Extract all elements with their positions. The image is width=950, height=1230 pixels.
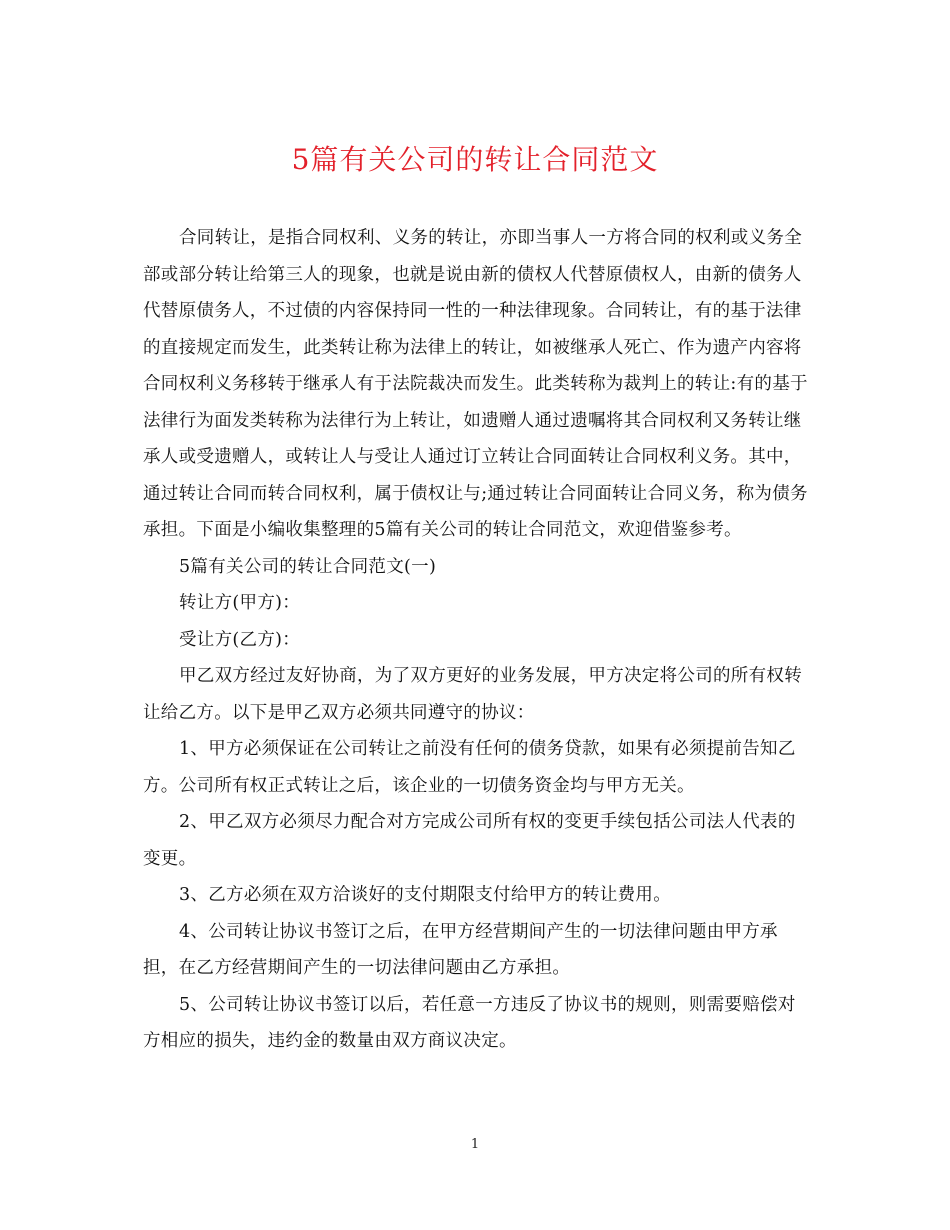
paragraph-clause-2: 2、甲乙双方必须尽力配合对方完成公司所有权的变更手续包括公司法人代表的变更。 xyxy=(143,812,796,869)
document-title: 5篇有关公司的转让合同范文 xyxy=(291,143,659,176)
document-body xyxy=(143,220,811,1060)
paragraph-clause-3: 3、乙方必须在双方洽谈好的支付期限支付给甲方的转让费用。 xyxy=(179,885,672,905)
paragraph-section-heading: 5篇有关公司的转让合同范文(一) xyxy=(179,556,437,577)
paragraph-transferee: 受让方(乙方)： xyxy=(179,629,301,650)
paragraph-clause-1: 1、甲方必须保证在公司转让之前没有任何的债务贷款，如果有必须提前告知乙方。公司所有权正式转让之后，该企业的一切债务资金均与甲方无关。 xyxy=(143,739,796,796)
paragraph-clause-4: 4、公司转让协议书签订之后，在甲方经营期间产生的一切法律问题由甲方承担，在乙方经营期间产生的一切法律问题由乙方承担。 xyxy=(143,921,778,978)
paragraph-transferor: 转让方(甲方)： xyxy=(179,593,301,613)
page-number: 1 xyxy=(470,1137,480,1152)
paragraph-agreement-preamble: 甲乙双方经过友好协商，为了双方更好的业务发展，甲方决定将公司的所有权转让给乙方。以下是甲乙双方必须共同遵守的协议： xyxy=(143,666,802,723)
paragraph-intro: 合同转让，是指合同权利、义务的转让，亦即当事人一方将合同的权利或义务全部或部分转让给第三人的现象，也就是说由新的债权人代替原债权人，由新的债务人代替原债务人，不过债的内容保持同一性的一种法律现象。合同转让，有的基于法律的直接规定而发生，此类转让称为法律上的转让，如被继承人死亡、作为遗产内容将合同权利义务移转于继承人有于法院裁决而发生。此类转称为裁判上的转让:有的基于法律行为面发类转称为法律行为上转让，如遗赠人通过遗嘱将其合同权利又务转让继承人或受遗赠人，或转让人与受让人通过订立转让合同面转让合同权利义务。其中，通过转让合同而转合同权利，属于债权让与;通过转让合同面转让合同义务，称为债务承担。下面是小编收集整理的5篇有关公司的转让合同范文，欢迎借鉴参考。 xyxy=(143,228,808,540)
paragraph-clause-5: 5、公司转让协议书签订以后，若任意一方违反了协议书的规则，则需要赔偿对方相应的损失，违约金的数量由双方商议决定。 xyxy=(143,994,796,1051)
